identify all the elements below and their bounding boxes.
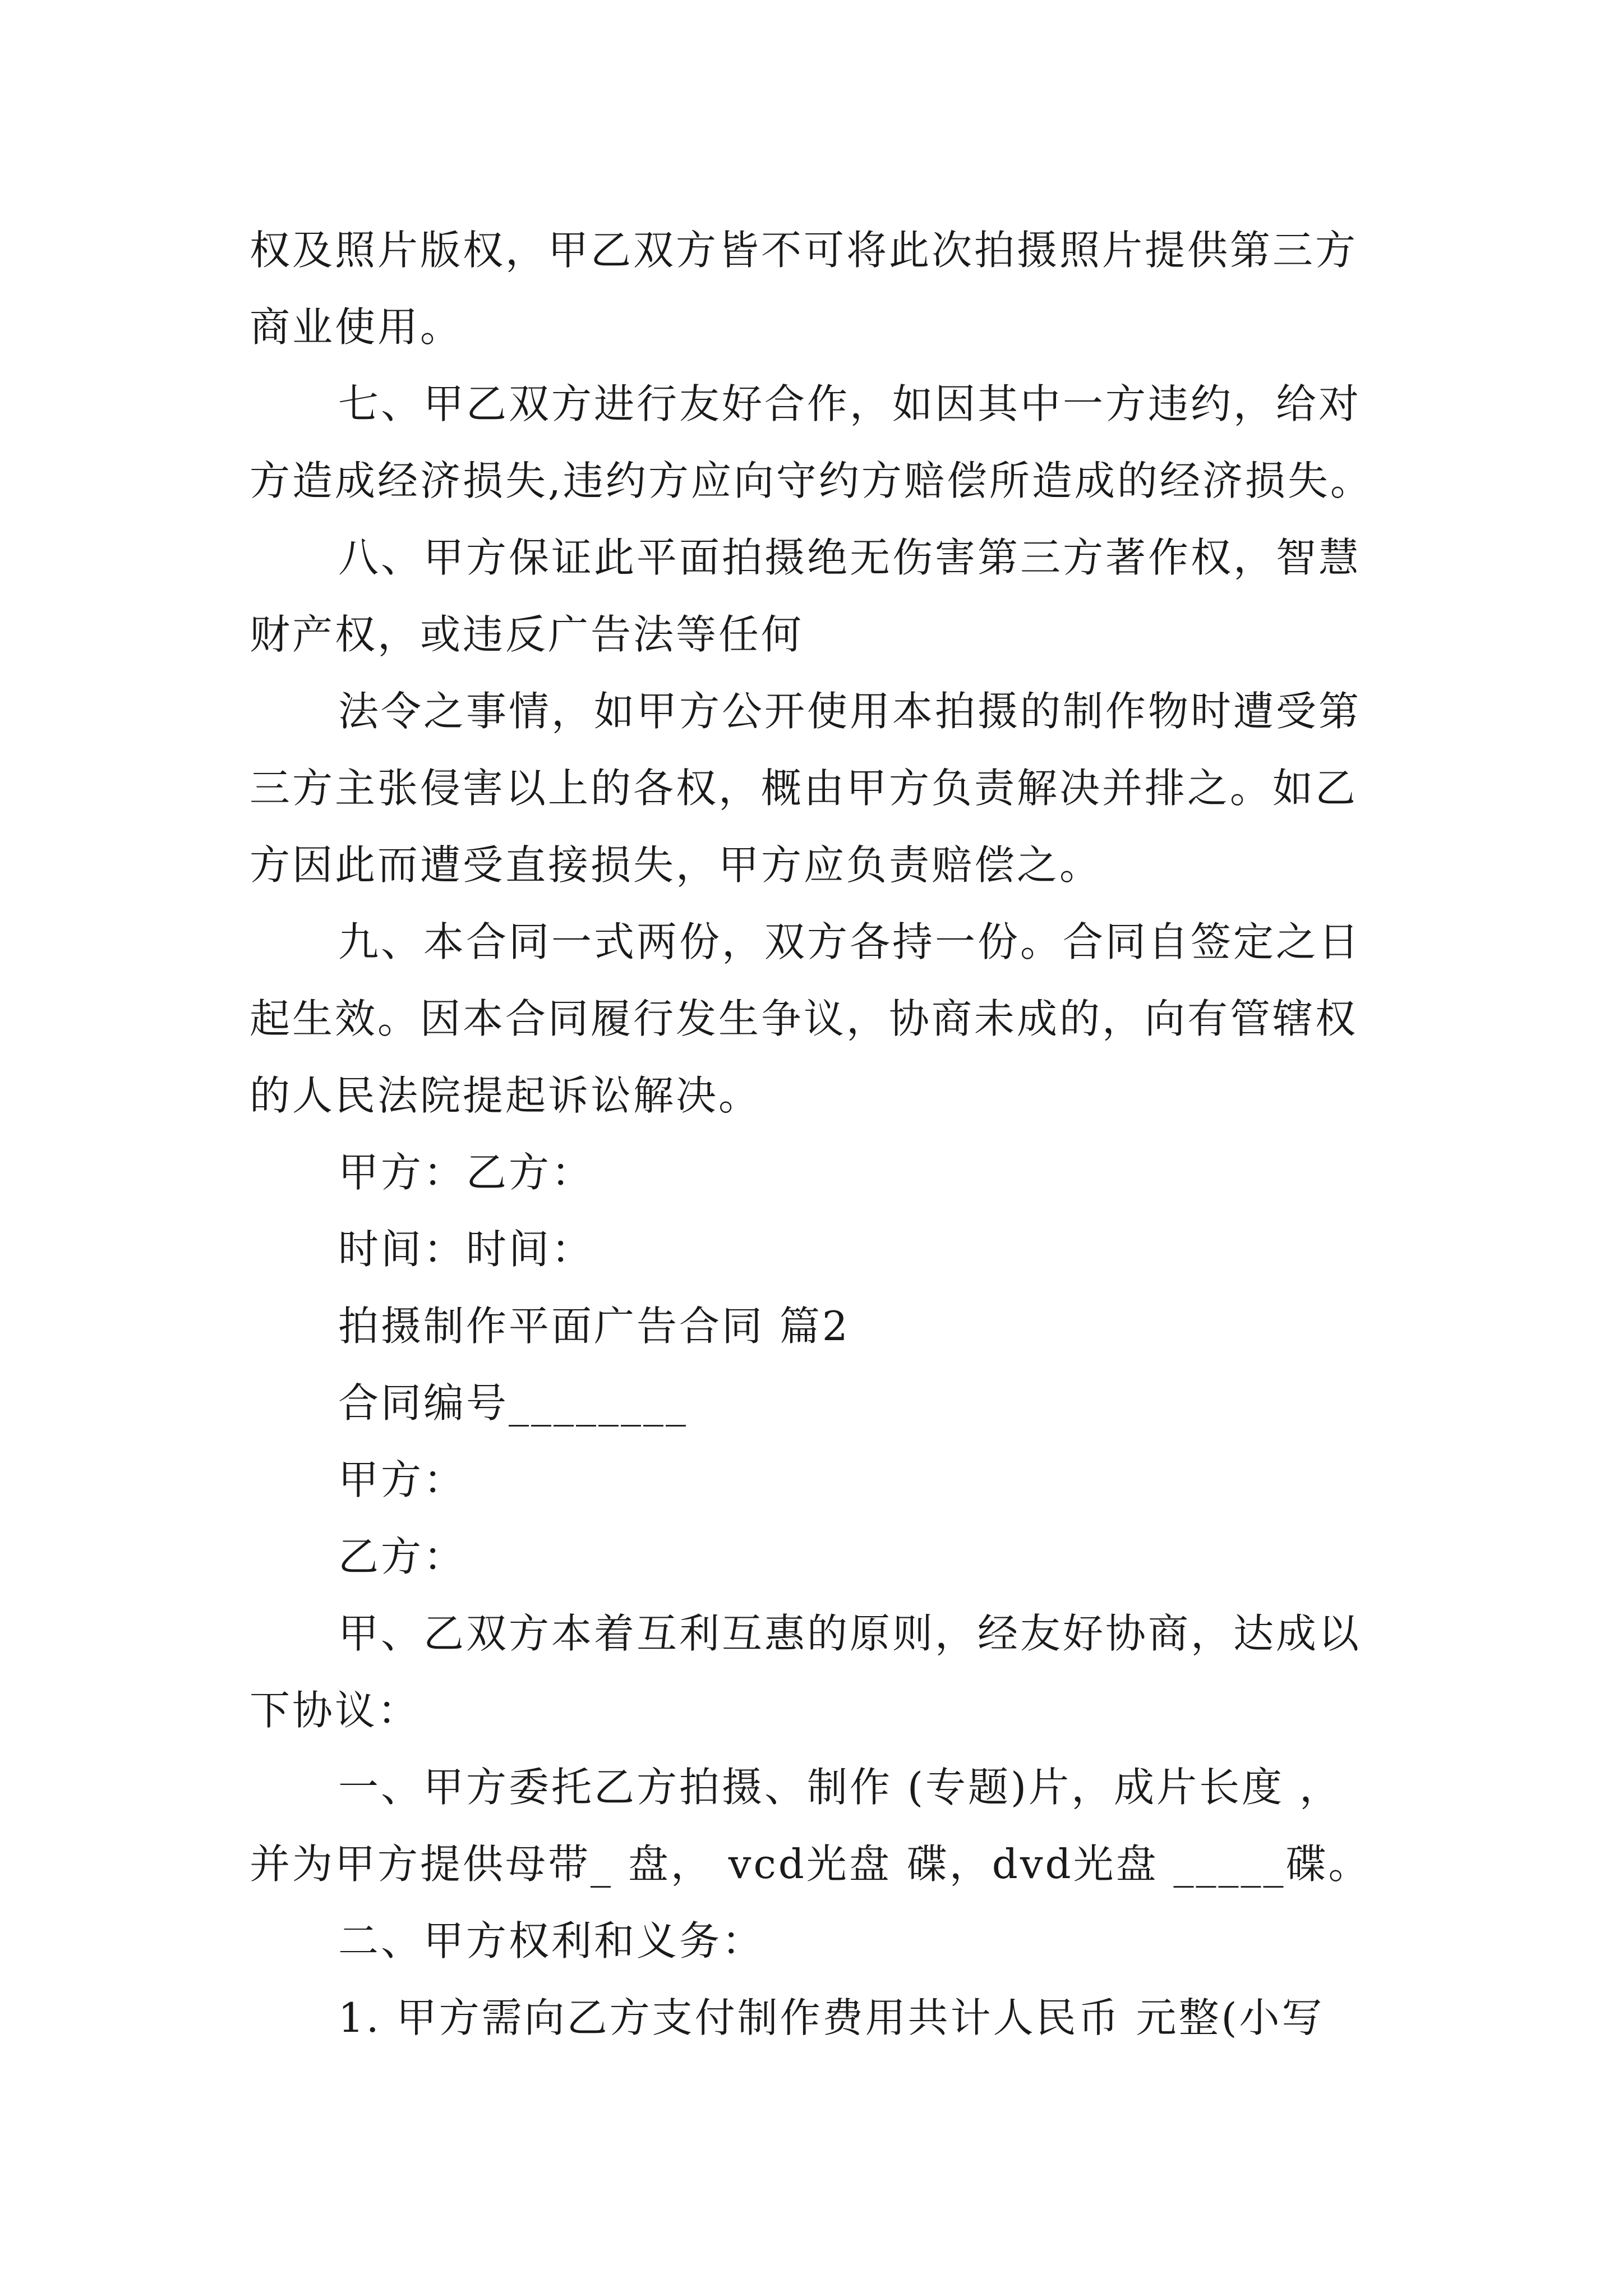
clause-2: 二、甲方权利和义务：: [338, 1917, 765, 1964]
text-line: 起生效。因本合同履行发生争议，协商未成的，向有管辖权: [250, 995, 1358, 1042]
text-line: 并为甲方提供母带_ 盘， vcd光盘 碟，dvd光盘 _____碟。: [250, 1841, 1371, 1888]
contract-number: 合同编号________: [338, 1379, 689, 1427]
preamble: 甲、乙双方本着互利互惠的原则，经友好协商，达成以: [338, 1610, 1362, 1657]
text-line: 商业使用。: [250, 303, 463, 351]
party-b: 乙方：: [338, 1533, 467, 1580]
clause-9: 九、本合同一式两份，双方各持一份。合同自签定之日: [338, 918, 1362, 965]
clause-8: 八、甲方保证此平面拍摄绝无伤害第三方著作权，智慧: [338, 534, 1362, 581]
clause-1: 一、甲方委托乙方拍摄、制作 (专题)片，成片长度 ，: [338, 1764, 1342, 1811]
clause-2-item-1: 1. 甲方需向乙方支付制作费用共计人民币 元整(小写: [338, 1994, 1325, 2041]
text-line: 方造成经济损失,违约方应向守约方赔偿所造成的经济损失。: [250, 457, 1373, 504]
clause-7: 七、甲乙双方进行友好合作，如因其中一方违约，给对: [338, 380, 1362, 427]
text-line: 财产权，或违反广告法等任何: [250, 611, 804, 658]
text-line: 三方主张侵害以上的各权，概由甲方负责解决并排之。如乙: [250, 765, 1358, 812]
document-body: [250, 212, 1394, 2056]
text-line: 法令之事情，如甲方公开使用本拍摄的制作物时遭受第: [338, 688, 1362, 735]
text-line: 的人民法院提起诉讼解决。: [250, 1072, 762, 1119]
text-line: 下协议：: [250, 1687, 421, 1734]
text-line: 权及照片版权，甲乙双方皆不可将此次拍摄照片提供第三方: [250, 227, 1358, 274]
signature-parties: 甲方：乙方：: [338, 1149, 594, 1196]
section-heading: 拍摄制作平面广告合同 篇2: [338, 1303, 850, 1350]
party-a: 甲方：: [338, 1456, 467, 1503]
signature-dates: 时间：时间：: [338, 1226, 594, 1273]
text-line: 方因此而遭受直接损失，甲方应负责赔偿之。: [250, 841, 1103, 889]
